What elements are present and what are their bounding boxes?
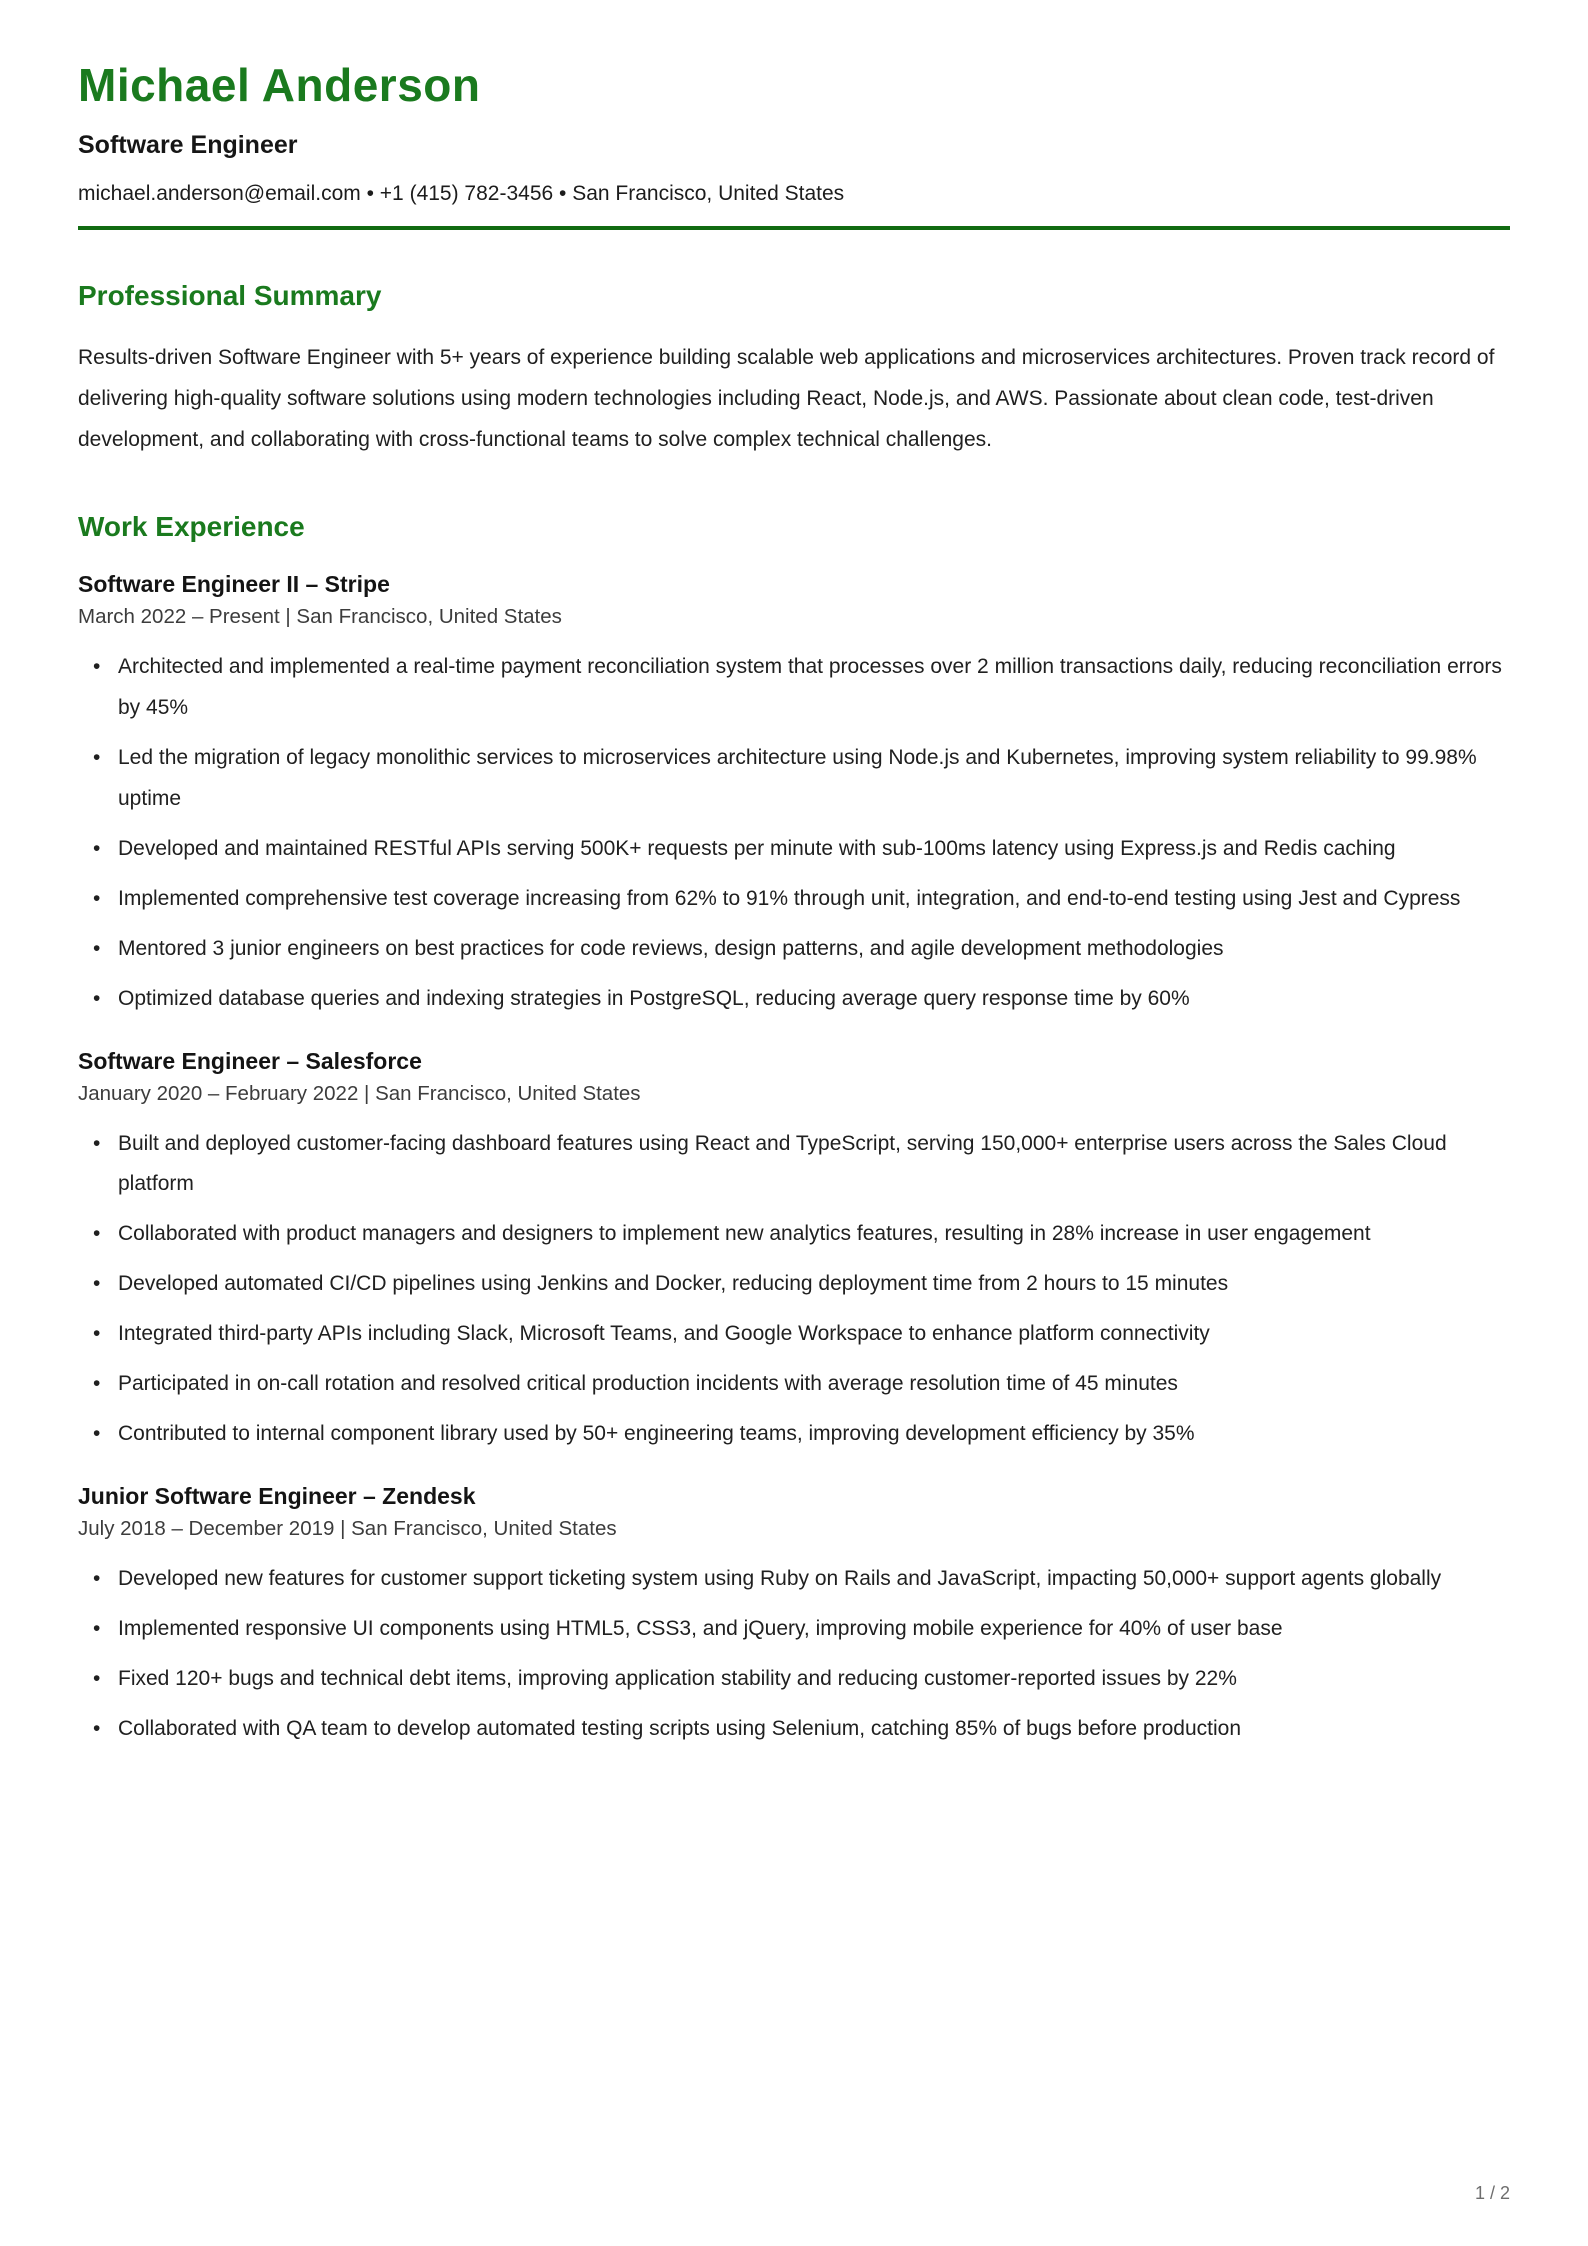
job-title: Software Engineer II – Stripe (78, 571, 390, 597)
job-bullet: • Led the migration of legacy monolithic services to microservices architecture using Node.js and Kubernetes, improving system reliability to 99.98% uptime (78, 738, 1510, 820)
job-bullet: • Contributed to internal component library used by 50+ engineering teams, improving development efficiency by 35% (78, 1414, 1510, 1455)
job-entry (78, 1483, 1510, 1750)
job-entry (78, 1048, 1510, 1456)
person-name: Michael Anderson (78, 59, 481, 111)
job-bullet: • Architected and implemented a real-time payment reconciliation system that processes over 2 million transactions daily, reducing reconciliation errors by 45% (78, 647, 1510, 729)
job-bullet: • Fixed 120+ bugs and technical debt items, improving application stability and reducing customer-reported issues by 22% (78, 1659, 1510, 1700)
job-bullet: • Built and deployed customer-facing dashboard features using React and TypeScript, serving 150,000+ enterprise users across the Sales Cloud platform (78, 1124, 1510, 1206)
header-divider (78, 226, 1510, 230)
section-heading-work-experience: Work Experience (78, 511, 305, 542)
job-bullet: • Developed automated CI/CD pipelines using Jenkins and Docker, reducing deployment time from 2 hours to 15 minutes (78, 1264, 1510, 1305)
summary-paragraph: Results-driven Software Engineer with 5+ years of experience building scalable web applications and microservices architectures. Proven track record of delivering high-quality software solutions using modern technologies including React, Node.js, and AWS. Passionate about clean code, test-driven development, and collaborating with cross-functional teams to solve complex technical challenges. (78, 346, 1495, 452)
job-meta: July 2018 – December 2019 | San Francisco, United States (78, 1517, 617, 1541)
contact-info: michael.anderson@email.com • +1 (415) 782-3456 • San Francisco, United States (78, 182, 845, 206)
job-bullet: • Collaborated with QA team to develop automated testing scripts using Selenium, catching 85% of bugs before production (78, 1709, 1510, 1750)
job-bullet: • Optimized database queries and indexing strategies in PostgreSQL, reducing average query response time by 60% (78, 979, 1510, 1020)
job-bullet: • Collaborated with product managers and designers to implement new analytics features, resulting in 28% increase in user engagement (78, 1214, 1510, 1255)
job-meta: March 2022 – Present | San Francisco, United States (78, 605, 562, 628)
job-bullet-list (78, 1124, 1510, 1456)
job-bullet: • Implemented comprehensive test coverage increasing from 62% to 91% through unit, integration, and end-to-end testing using Jest and Cypress (78, 879, 1510, 920)
page-number: 1 / 2 (1474, 2183, 1510, 2203)
jobs-container (78, 571, 1510, 1750)
job-bullet: • Implemented responsive UI components using HTML5, CSS3, and jQuery, improving mobile experience for 40% of user base (78, 1609, 1510, 1650)
job-bullet: • Integrated third-party APIs including Slack, Microsoft Teams, and Google Workspace to enhance platform connectivity (78, 1314, 1510, 1355)
job-bullet-list (78, 1559, 1510, 1750)
job-bullet: • Developed and maintained RESTful APIs serving 500K+ requests per minute with sub-100ms latency using Express.js and Redis caching (78, 829, 1510, 870)
job-bullet: • Participated in on-call rotation and resolved critical production incidents with average resolution time of 45 minutes (78, 1364, 1510, 1405)
person-role: Software Engineer (78, 131, 298, 160)
job-bullet: • Developed new features for customer support ticketing system using Ruby on Rails and JavaScript, impacting 50,000+ support agents globally (78, 1559, 1510, 1600)
job-entry (78, 571, 1510, 1020)
job-title: Junior Software Engineer – Zendesk (78, 1483, 476, 1510)
section-heading-professional-summary: Professional Summary (78, 280, 382, 312)
job-title: Software Engineer – Salesforce (78, 1047, 422, 1074)
job-bullet: • Mentored 3 junior engineers on best practices for code reviews, design patterns, and agile development methodologies (78, 929, 1510, 970)
job-meta: January 2020 – February 2022 | San Francisco, United States (78, 1081, 641, 1105)
job-bullet-list (78, 647, 1510, 1020)
